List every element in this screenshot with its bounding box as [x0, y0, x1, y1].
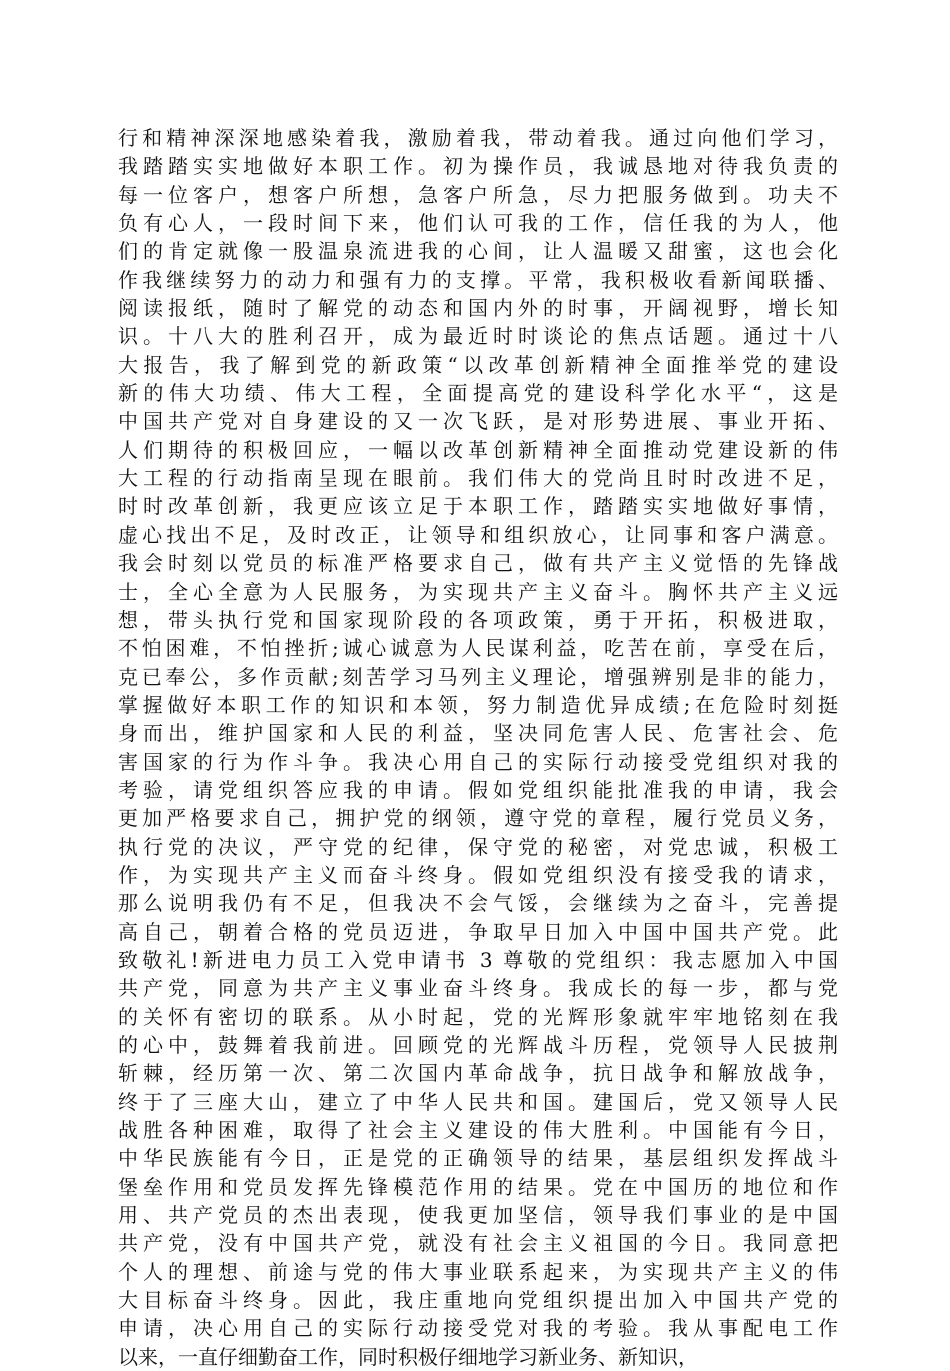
text-line: 克已奉公，多作贡献;刻苦学习马列主义理论，增强辨别是非的能力，	[118, 664, 838, 689]
text-line: 斩棘，经历第一次、第二次国内革命战争，抗日战争和解放战争，	[118, 1061, 838, 1086]
text-line: 执行党的决议，严守党的纪律，保守党的秘密，对党忠诚，积极工	[118, 834, 838, 859]
text-line: 那么说明我仍有不足，但我决不会气馁，会继续为之奋斗，完善提	[118, 891, 838, 916]
text-line: 致敬礼!新进电力员工入党申请书 3 尊敬的党组织：我志愿加入中国	[118, 947, 838, 972]
text-line: 用、共产党员的杰出表现，使我更加坚信，领导我们事业的是中国	[118, 1203, 838, 1228]
text-line: 大报告，我了解到党的新政策“以改革创新精神全面推举党的建设	[118, 352, 838, 377]
text-line: 每一位客户，想客户所想，急客户所急，尽力把服务做到。功夫不	[118, 182, 838, 207]
text-line: 作，为实现共产主义而奋斗终身。假如党组织没有接受我的请求，	[118, 862, 838, 887]
text-line: 申请，决心用自己的实际行动接受党对我的考验。我从事配电工作	[118, 1316, 838, 1341]
text-line: 害国家的行为作斗争。我决心用自己的实际行动接受党组织对我的	[118, 749, 838, 774]
text-line: 负有心人，一段时间下来，他们认可我的工作，信任我的为人，他	[118, 211, 838, 236]
text-line: 新的伟大功绩、伟大工程，全面提高党的建设科学化水平“，这是	[118, 381, 838, 406]
text-line: 考验，请党组织答应我的申请。假如党组织能批准我的申请，我会	[118, 777, 838, 802]
text-line: 作我继续努力的动力和强有力的支撑。平常，我积极收看新闻联播、	[118, 267, 838, 292]
text-line: 更加严格要求自己，拥护党的纲领，遵守党的章程，履行党员义务，	[118, 806, 838, 831]
text-line: 阅读报纸，随时了解党的动态和国内外的时事，开阔视野，增长知	[118, 296, 838, 321]
text-line: 行和精神深深地感染着我，激励着我，带动着我。通过向他们学习，	[118, 126, 838, 150]
text-line: 中华民族能有今日，正是党的正确领导的结果，基层组织发挥战斗	[118, 1146, 838, 1171]
text-line: 识。十八大的胜利召开，成为最近时时谈论的焦点话题。通过十八	[118, 324, 838, 349]
text-line: 们的肯定就像一股温泉流进我的心间，让人温暖又甜蜜，这也会化	[118, 239, 838, 264]
text-line: 中国共产党对自身建设的又一次飞跃，是对形势进展、事业开拓、	[118, 409, 838, 434]
text-line: 高自己，朝着合格的党员迈进，争取早日加入中国中国共产党。此	[118, 919, 838, 944]
text-line: 战胜各种困难，取得了社会主义建设的伟大胜利。中国能有今日，	[118, 1118, 838, 1143]
text-line: 我会时刻以党员的标准严格要求自己，做有共产主义觉悟的先锋战	[118, 551, 838, 576]
text-line: 掌握做好本职工作的知识和本领，努力制造优异成绩;在危险时刻挺	[118, 692, 838, 717]
text-line: 士，全心全意为人民服务，为实现共产主义奋斗。胸怀共产主义远	[118, 579, 838, 604]
text-line: 想，带头执行党和国家现阶段的各项政策，勇于开拓，积极进取，	[118, 607, 838, 632]
text-line: 共产党，没有中国共产党，就没有社会主义祖国的今日。我同意把	[118, 1231, 838, 1256]
text-line: 时时改革创新，我更应该立足于本职工作，踏踏实实地做好事情，	[118, 494, 838, 519]
text-line: 我踏踏实实地做好本职工作。初为操作员，我诚恳地对待我负责的	[118, 154, 838, 179]
text-line: 人们期待的积极回应，一幅以改革创新精神全面推动党建设新的伟	[118, 437, 838, 462]
text-line: 大目标奋斗终身。因此，我庄重地向党组织提出加入中国共产党的	[118, 1288, 838, 1313]
text-line: 的关怀有密切的联系。从小时起，党的光辉形象就牢牢地铭刻在我	[118, 1004, 838, 1029]
text-line: 个人的理想、前途与党的伟大事业联系起来，为实现共产主义的伟	[118, 1259, 838, 1284]
text-line: 身而出，维护国家和人民的利益，坚决同危害人民、危害社会、危	[118, 721, 838, 746]
text-line: 共产党，同意为共产主义事业奋斗终身。我成长的每一步，都与党	[118, 976, 838, 1001]
text-line: 不怕困难，不怕挫折;诚心诚意为人民谋利益，吃苦在前，享受在后，	[118, 636, 838, 661]
text-line: 的心中，鼓舞着我前进。回顾党的光辉战斗历程，党领导人民披荆	[118, 1033, 838, 1057]
text-line: 终于了三座大山，建立了中华人民共和国。建国后，党又领导人民	[118, 1089, 838, 1114]
body-text	[118, 124, 838, 1371]
text-line: 虚心找出不足，及时改正，让领导和组织放心，让同事和客户满意。	[118, 522, 838, 547]
text-line: 堡垒作用和党员发挥先锋模范作用的结果。党在中国历的地位和作	[118, 1174, 838, 1199]
text-line: 以来，一直仔细勤奋工作，同时积极仔细地学习新业务、新知识，	[118, 1344, 698, 1369]
text-line: 大工程的行动指南呈现在眼前。我们伟大的党尚且时时改进不足，	[118, 466, 838, 491]
